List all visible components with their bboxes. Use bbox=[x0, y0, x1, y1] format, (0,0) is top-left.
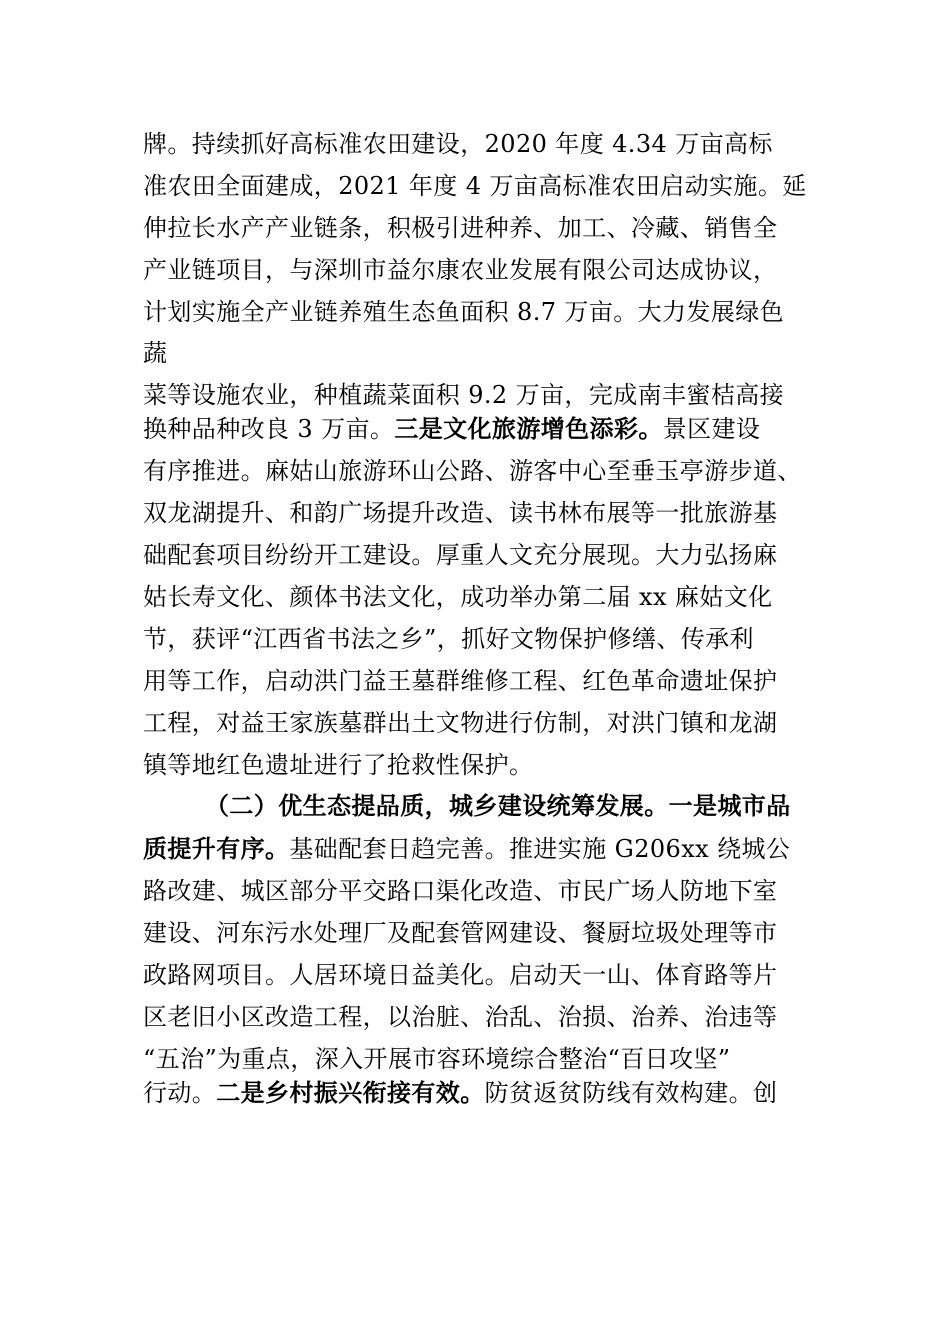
text-line bbox=[143, 212, 813, 244]
text-line bbox=[143, 749, 813, 781]
text-line bbox=[143, 539, 813, 571]
text-run: 菜等设施农业，种植蔬菜面积 9.2 万亩，完成南丰蜜桔高接 bbox=[143, 381, 785, 409]
text-run: 工程，对益王家族墓群出土文物进行仿制，对洪门镇和龙湖 bbox=[143, 709, 778, 737]
text-run: “五治”为重点，深入开展市容环境综合整治“百日攻坚” bbox=[143, 1045, 731, 1073]
bold-text-run: （二）优生态提品质，城乡建设统筹发展。一是城市品 bbox=[205, 792, 791, 820]
bold-text-run: 二是乡村振兴衔接有效。 bbox=[216, 1079, 485, 1107]
text-line bbox=[143, 707, 813, 739]
text-run: 有序推进。麻姑山旅游环山公路、游客中心至垂玉亭游步道、 bbox=[143, 457, 802, 485]
text-run: 伸拉长水产产业链条，积极引进种养、加工、冷藏、销售全 bbox=[143, 214, 778, 242]
text-run: 础配套项目纷纷开工建设。厚重人文充分展现。大力弘扬麻 bbox=[143, 541, 778, 569]
text-run: 防贫返贫防线有效构建。创 bbox=[484, 1079, 778, 1107]
text-run: 景区建设 bbox=[662, 415, 761, 443]
text-run: 节，获评“江西省书法之乡”，抓好文物保护修缮、传承利 bbox=[143, 625, 754, 653]
text-run: 路改建、城区部分平交路口渠化改造、市民广场人防地下室 bbox=[143, 877, 778, 905]
text-run: 双龙湖提升、和韵广场提升改造、读书林布展等一批旅游基 bbox=[143, 499, 778, 527]
text-line bbox=[143, 833, 813, 865]
text-line bbox=[143, 337, 813, 369]
text-line bbox=[143, 581, 813, 613]
text-line bbox=[143, 623, 813, 655]
text-run: 牌。持续抓好高标准农田建设，2020 年度 4.34 万亩高标 bbox=[143, 130, 773, 158]
text-run: 计划实施全产业链养殖生态鱼面积 8.7 万亩。大力发展绿色 bbox=[143, 298, 785, 326]
text-line bbox=[143, 1001, 813, 1033]
text-line bbox=[143, 413, 813, 445]
text-line bbox=[143, 254, 813, 286]
text-run: 基础配套日趋完善。推进实施 G206xx 绕城公 bbox=[289, 835, 791, 863]
text-line bbox=[143, 296, 813, 328]
text-line bbox=[143, 170, 813, 202]
text-run: 换种品种改良 3 万亩。 bbox=[143, 415, 395, 443]
text-run: 蔬 bbox=[143, 339, 168, 367]
text-line bbox=[143, 497, 813, 529]
text-run: 建设、河东污水处理厂及配套管网建设、餐厨垃圾处理等市 bbox=[143, 919, 778, 947]
text-line bbox=[143, 665, 813, 697]
text-line bbox=[143, 959, 813, 991]
text-line bbox=[143, 917, 813, 949]
text-run: 镇等地红色遗址进行了抢救性保护。 bbox=[143, 751, 534, 779]
text-line bbox=[143, 875, 813, 907]
bold-text-run: 质提升有序。 bbox=[143, 835, 290, 863]
text-line bbox=[143, 128, 813, 160]
text-run: 用等工作，启动洪门益王墓群维修工程、红色革命遗址保护 bbox=[143, 667, 778, 695]
bold-text-run: 三是文化旅游增色添彩。 bbox=[394, 415, 663, 443]
text-line bbox=[143, 1077, 813, 1109]
text-line bbox=[143, 1043, 813, 1075]
text-run: 准农田全面建成，2021 年度 4 万亩高标准农田启动实施。延 bbox=[143, 172, 807, 200]
text-line bbox=[143, 455, 813, 487]
text-line bbox=[143, 379, 813, 411]
text-run: 政路网项目。人居环境日益美化。启动天一山、体育路等片 bbox=[143, 961, 778, 989]
text-line bbox=[205, 790, 813, 822]
text-run: 行动。 bbox=[143, 1079, 217, 1107]
text-run: 姑长寿文化、颜体书法文化，成功举办第二届 xx 麻姑文化 bbox=[143, 583, 773, 611]
text-run: 产业链项目，与深圳市益尔康农业发展有限公司达成协议， bbox=[143, 256, 778, 284]
text-run: 区老旧小区改造工程，以治脏、治乱、治损、治养、治违等 bbox=[143, 1003, 778, 1031]
